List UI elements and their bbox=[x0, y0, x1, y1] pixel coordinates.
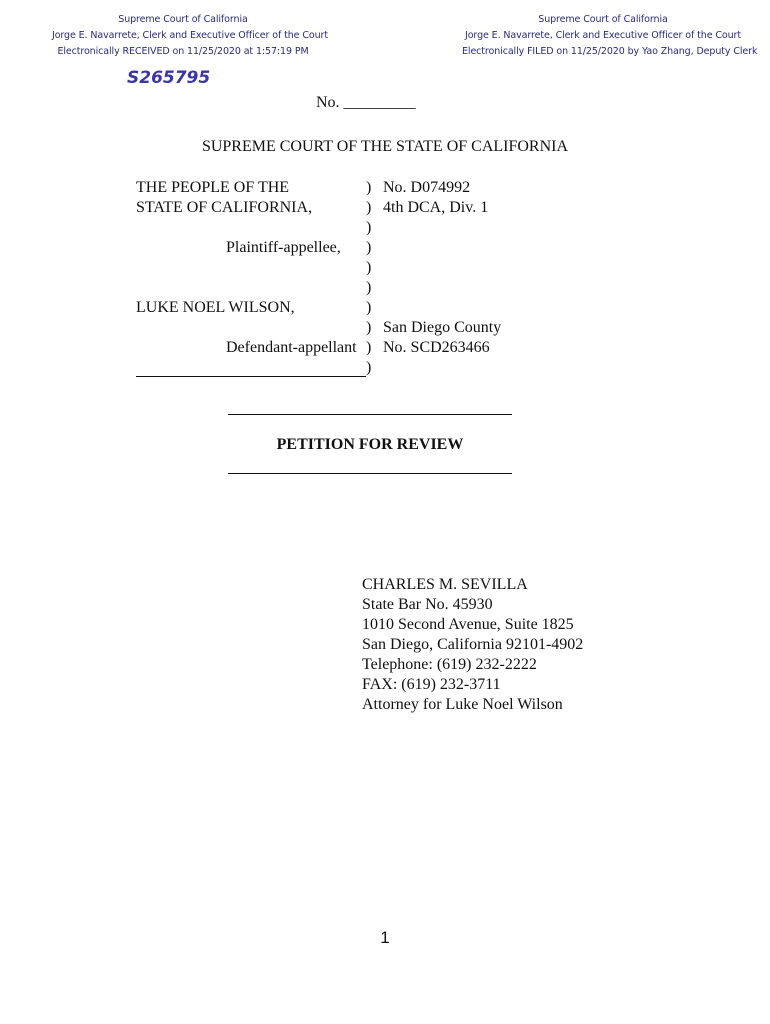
caption-paren: ) bbox=[366, 339, 372, 356]
court-name: SUPREME COURT OF THE STATE OF CALIFORNIA bbox=[201, 138, 569, 155]
caption-underline bbox=[136, 376, 366, 377]
case-number-blank: No. _________ bbox=[316, 94, 416, 111]
caption-paren: ) bbox=[366, 259, 372, 276]
caption-paren: ) bbox=[366, 179, 372, 196]
filed-stamp bbox=[462, 12, 758, 60]
plaintiff-name-line2: STATE OF CALIFORNIA, bbox=[136, 199, 313, 216]
appellate-district: 4th DCA, Div. 1 bbox=[383, 199, 489, 216]
trial-county: San Diego County bbox=[383, 319, 502, 336]
filed-stamp-date: Electronically FILED on 11/25/2020 by Yao Zhang, Deputy Clerk bbox=[462, 46, 758, 57]
docket-number: S265795 bbox=[127, 68, 211, 88]
received-stamp-date: Electronically RECEIVED on 11/25/2020 at 1:57:19 PM bbox=[57, 46, 309, 57]
trial-case-number: No. SCD263466 bbox=[383, 339, 490, 356]
caption-paren: ) bbox=[366, 359, 372, 376]
caption-paren: ) bbox=[366, 199, 372, 216]
received-stamp-court: Supreme Court of California bbox=[118, 14, 248, 25]
defendant-role: Defendant-appellant bbox=[226, 339, 357, 356]
caption-paren: ) bbox=[366, 299, 372, 316]
received-stamp-clerk: Jorge E. Navarrete, Clerk and Executive Officer of the Court bbox=[52, 30, 328, 41]
attorney-fax: FAX: (619) 232-3711 bbox=[362, 676, 501, 693]
appellate-case-number: No. D074992 bbox=[383, 179, 471, 196]
attorney-address-line1: 1010 Second Avenue, Suite 1825 bbox=[362, 616, 574, 633]
attorney-block bbox=[362, 575, 583, 715]
title-rule-bottom bbox=[228, 473, 512, 474]
attorney-telephone: Telephone: (619) 232-2222 bbox=[362, 656, 537, 673]
filed-stamp-court: Supreme Court of California bbox=[538, 14, 668, 25]
document-title: PETITION FOR REVIEW bbox=[276, 436, 464, 453]
plaintiff-name-line1: THE PEOPLE OF THE bbox=[136, 179, 290, 196]
page-number: 1 bbox=[380, 928, 390, 947]
caption-paren: ) bbox=[366, 239, 372, 256]
caption-paren: ) bbox=[366, 319, 372, 336]
caption-paren: ) bbox=[366, 219, 372, 236]
attorney-bar-number: State Bar No. 45930 bbox=[362, 596, 493, 613]
defendant-name: LUKE NOEL WILSON, bbox=[136, 299, 295, 316]
attorney-address-line2: San Diego, California 92101-4902 bbox=[362, 636, 584, 653]
caption-paren: ) bbox=[366, 279, 372, 296]
attorney-role: Attorney for Luke Noel Wilson bbox=[362, 696, 563, 713]
received-stamp bbox=[52, 12, 328, 60]
filed-stamp-clerk: Jorge E. Navarrete, Clerk and Executive Officer of the Court bbox=[465, 30, 741, 41]
title-rule-top bbox=[228, 414, 512, 415]
plaintiff-role: Plaintiff-appellee, bbox=[226, 239, 341, 256]
attorney-name: CHARLES M. SEVILLA bbox=[362, 576, 528, 593]
